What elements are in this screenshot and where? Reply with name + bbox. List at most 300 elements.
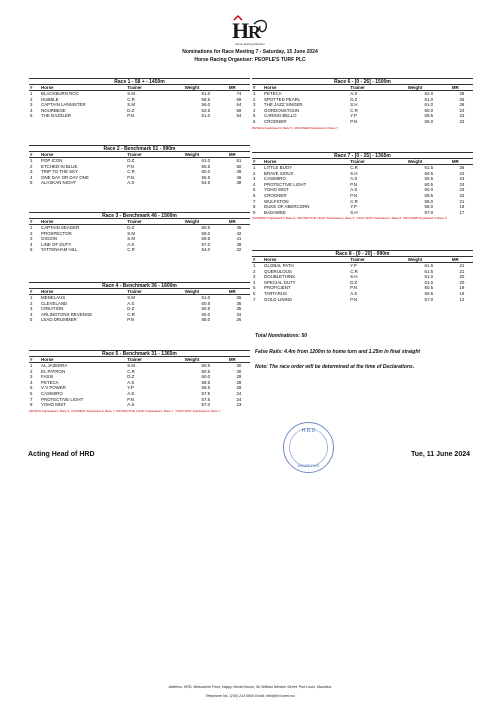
cell-mr: 19: [459, 285, 465, 291]
cell-no: 2: [253, 170, 256, 176]
cell-weight: 56.5: [201, 174, 211, 180]
column-header-weight: Weight: [407, 257, 451, 263]
cell-no: 3: [253, 274, 256, 280]
table-row: [29, 317, 250, 323]
cell-mr: 19: [459, 204, 465, 210]
cell-trainer: C.R: [127, 311, 135, 317]
cell-no: 8: [253, 204, 256, 210]
cell-weight: 59.5: [201, 236, 211, 242]
cell-mr: 23: [236, 402, 242, 408]
race-3-table: [29, 212, 250, 253]
cell-trainer: S.M: [127, 295, 136, 300]
cell-trainer: S.M: [127, 102, 136, 108]
cell-mr: 24: [459, 107, 465, 113]
cell-no: 5: [30, 247, 33, 253]
signatory-title: Acting Head of HRD: [28, 451, 95, 458]
race-entries: [29, 152, 250, 186]
cell-mr: 45: [236, 225, 242, 230]
cell-weight: 59.5: [424, 192, 434, 198]
cell-mr: 51: [236, 158, 242, 163]
cell-trainer: C.R: [350, 268, 358, 274]
cell-trainer: C.R: [127, 96, 135, 102]
cell-trainer: D.Z: [350, 279, 358, 285]
table-row: [252, 210, 473, 216]
race-title: Race 6 - [0 - 26] - 1500m: [252, 78, 473, 85]
false-rails-note: False Rails: 4.4m from 1200m to home turn and 1.25m in final straight: [255, 349, 421, 355]
cell-weight: 59.0: [424, 118, 434, 124]
cell-horse: CREATION: [41, 306, 64, 312]
cell-mr: 24: [459, 170, 465, 176]
cell-no: 3: [30, 102, 33, 108]
cell-no: 3: [30, 306, 33, 312]
cell-mr: 26: [459, 165, 465, 170]
cell-mr: 21: [459, 263, 465, 268]
total-nominations: Total Nominations: 50: [255, 333, 308, 339]
cell-mr: 35: [236, 306, 242, 312]
table-row: [29, 402, 250, 408]
cell-trainer: S.M: [127, 230, 136, 236]
cell-no: 2: [253, 96, 256, 102]
cell-mr: 28: [236, 385, 242, 391]
column-header-no: #: [252, 85, 263, 91]
cell-horse: NOURBESE: [41, 107, 66, 113]
cell-mr: 20: [459, 274, 465, 280]
race-2-table: [29, 145, 250, 186]
cell-no: 6: [253, 290, 256, 296]
cell-mr: 28: [236, 379, 242, 385]
cell-mr: 26: [459, 102, 465, 108]
cell-weight: 61.0: [424, 279, 434, 285]
cell-horse: GOLD LINING: [264, 296, 293, 302]
cell-horse: PROFICIENT: [264, 285, 291, 291]
document-title: Nominations for Race Meeting 7 - Saturday, 15 June 2024: [182, 49, 318, 55]
cell-no: 1: [253, 165, 256, 170]
duplicate-note: CASIMIRO Duplicated in Race 5, PROTECTIVE LIGHT Duplicated in Race 5, YOHO MIST Duplicated in Race 5, CROONER Duplicated in Race 6: [252, 216, 447, 221]
cell-no: 2: [30, 163, 33, 169]
cell-no: 9: [253, 209, 256, 215]
cell-weight: 58.5: [201, 96, 211, 102]
cell-weight: 59.0: [201, 230, 211, 236]
cell-trainer: C.R: [127, 368, 135, 374]
cell-weight: 57.5: [201, 390, 211, 396]
cell-horse: DUKE OF ABERCORN: [264, 204, 310, 210]
cell-mr: 42: [236, 230, 242, 236]
cell-horse: CROONER: [264, 192, 287, 198]
cell-mr: 50: [236, 163, 242, 169]
cell-trainer: A.S: [127, 241, 135, 247]
race-order-note: Note: The race order will be determined at the time of Declarations.: [255, 364, 415, 370]
cell-trainer: P.N: [350, 118, 357, 124]
cell-no: 2: [30, 300, 33, 306]
race-entries: [29, 219, 250, 253]
race-entries: [29, 289, 250, 323]
cell-no: 4: [30, 241, 33, 247]
cell-weight: 61.5: [424, 263, 434, 268]
column-header-horse: Horse: [263, 85, 349, 91]
cell-weight: 59.5: [424, 113, 434, 119]
cell-mr: 22: [459, 118, 465, 124]
cell-weight: 59.5: [201, 385, 211, 391]
cell-trainer: P.N: [127, 163, 134, 169]
cell-trainer: P.N: [127, 174, 134, 180]
cell-horse: SPOTTED PEARL: [264, 96, 301, 102]
cell-horse: ARLINGTONS REVENGE: [41, 311, 93, 317]
cell-mr: 38: [236, 180, 242, 186]
cell-trainer: A.S: [127, 402, 135, 408]
cell-mr: 49: [236, 169, 242, 175]
cell-horse: BADAWEE: [264, 209, 286, 215]
cell-no: 4: [30, 379, 33, 385]
cell-weight: 60.5: [201, 368, 211, 374]
cell-mr: 35: [236, 300, 242, 306]
cell-trainer: C.R: [350, 107, 358, 113]
cell-horse: ETCHED IN BLUE: [41, 163, 78, 169]
cell-trainer: P.N: [350, 296, 357, 302]
race-title: Race 2 - Benchmark 51 - 990m: [29, 145, 250, 152]
cell-horse: YOHO MIST: [41, 402, 66, 408]
cell-no: 5: [30, 385, 33, 391]
column-header-horse: Horse: [40, 289, 126, 295]
cell-mr: 19: [459, 290, 465, 296]
cell-weight: 59.5: [201, 379, 211, 385]
column-header-mr: MR: [228, 152, 250, 158]
cell-weight: 57.0: [201, 402, 211, 408]
cell-no: 6: [253, 192, 256, 198]
race-title: Race 3 - Benchmark 46 - 1500m: [29, 212, 250, 219]
cell-horse: THE DAZZLER: [41, 113, 72, 119]
cell-no: 5: [253, 285, 256, 291]
cell-trainer: A.S: [127, 300, 135, 306]
column-header-weight: Weight: [407, 85, 451, 91]
cell-horse: DOUBLETHINK: [264, 274, 296, 280]
column-header-horse: Horse: [40, 219, 126, 225]
table-row: [29, 180, 250, 186]
cell-trainer: A.S: [350, 290, 358, 296]
cell-weight: 61.0: [201, 158, 211, 163]
cell-horse: V V POWER: [41, 385, 66, 391]
cell-weight: 60.5: [201, 225, 211, 230]
table-row: [252, 297, 473, 303]
duplicate-note: PETECA Duplicated in Race 5, CROONER Duplicated in Race 7: [252, 125, 338, 130]
column-header-no: #: [29, 85, 40, 91]
cell-weight: 60.5: [424, 170, 434, 176]
cell-weight: 60.0: [424, 107, 434, 113]
cell-weight: 62.0: [424, 91, 434, 96]
cell-trainer: S.M: [127, 91, 136, 96]
cell-mr: 32: [236, 247, 242, 253]
cell-weight: 60.5: [424, 181, 434, 187]
contact-line: Telephone No. (230) 214 6600 Email: info@hrd.totet.mu: [205, 694, 295, 698]
cell-no: 3: [30, 236, 33, 242]
race-8-table: [252, 250, 473, 302]
cell-no: 5: [30, 113, 33, 119]
cell-weight: 60.0: [201, 374, 211, 380]
cell-mr: 23: [459, 113, 465, 119]
cell-weight: 53.5: [201, 107, 211, 113]
column-header-trainer: Trainer: [349, 257, 406, 263]
cell-trainer: S.H: [350, 274, 358, 280]
cell-horse: LEAD DRUMMER: [41, 317, 77, 323]
column-header-horse: Horse: [263, 159, 349, 165]
cell-mr: 24: [459, 176, 465, 182]
cell-mr: 34: [236, 311, 242, 317]
column-header-no: #: [29, 357, 40, 363]
race-6-table: [252, 78, 473, 130]
column-header-trainer: Trainer: [126, 219, 183, 225]
cell-mr: 26: [459, 96, 465, 102]
column-header-weight: Weight: [184, 219, 228, 225]
cell-horse: PROSPECTOR: [41, 230, 72, 236]
cell-horse: BLACKBURN ROC: [41, 91, 79, 96]
race-5-table: [29, 350, 250, 413]
cell-weight: 61.5: [424, 268, 434, 274]
column-header-horse: Horse: [40, 85, 126, 91]
cell-no: 1: [30, 225, 33, 230]
address-line: Address: HRD, Mezzanine Floor, Happy World House, Sir William Newton Street, Port Louis, Mauritius: [168, 685, 332, 689]
cell-mr: 24: [236, 396, 242, 402]
column-header-trainer: Trainer: [126, 357, 183, 363]
cell-trainer: A.S: [127, 379, 135, 385]
cell-no: 5: [30, 180, 33, 186]
column-header-horse: Horse: [40, 357, 126, 363]
cell-weight: 60.5: [201, 306, 211, 312]
race-entries: [29, 357, 250, 408]
cell-horse: CARINO BELLO: [264, 113, 297, 119]
column-header-weight: Weight: [184, 357, 228, 363]
table-row: [29, 113, 250, 119]
column-header-mr: MR: [451, 257, 473, 263]
cell-horse: LINE OF DUTY: [41, 241, 72, 247]
race-7-table: [252, 152, 473, 221]
race-title: Race 8 - [0 - 20] - 990m: [252, 250, 473, 257]
cell-trainer: S.M: [127, 236, 136, 242]
cell-weight: 61.0: [201, 91, 211, 96]
cell-weight: 57.0: [201, 241, 211, 247]
cell-mr: 20: [459, 279, 465, 285]
cell-weight: 60.5: [424, 290, 434, 296]
svg-text:R: R: [248, 22, 261, 42]
cell-trainer: P.N: [127, 317, 134, 323]
cell-weight: 58.0: [201, 317, 211, 323]
cell-trainer: C.R: [350, 165, 358, 170]
cell-horse: ONE DAY OR DAY ONE: [41, 174, 89, 180]
cell-no: 3: [30, 374, 33, 380]
cell-mr: 21: [459, 198, 465, 204]
cell-no: 4: [30, 311, 33, 317]
cell-mr: 26: [236, 317, 242, 323]
cell-trainer: D.Z: [127, 374, 135, 380]
cell-no: 1: [30, 91, 33, 96]
cell-horse: GIGGIN: [41, 236, 57, 242]
cell-horse: PETECA: [41, 379, 59, 385]
table-row: [252, 119, 473, 125]
cell-horse: SPECIAL DUTY: [264, 279, 296, 285]
cell-no: 3: [253, 176, 256, 182]
cell-no: 1: [253, 91, 256, 96]
cell-no: 4: [253, 107, 256, 113]
cell-no: 6: [253, 118, 256, 124]
cell-mr: 74: [236, 91, 242, 96]
cell-trainer: Y.P: [350, 204, 357, 210]
svg-text:H: H: [232, 18, 250, 43]
cell-weight: 61.5: [424, 165, 434, 170]
cell-horse: BRAVE SIOUX: [264, 170, 294, 176]
column-header-weight: Weight: [184, 289, 228, 295]
cell-horse: YOHO MIST: [264, 187, 289, 193]
cell-horse: CLEVELAND: [41, 300, 68, 306]
cell-mr: 22: [459, 192, 465, 198]
cell-weight: 60.0: [201, 311, 211, 317]
cell-horse: CASIMIRO: [41, 390, 63, 396]
cell-trainer: Y.P: [350, 263, 357, 268]
cell-no: 1: [30, 363, 33, 368]
cell-horse: EL PATRON: [41, 368, 66, 374]
cell-trainer: S.H: [350, 170, 358, 176]
duplicate-note: PETECA Duplicated in Race 6, CASIMIRO Duplicated in Race 7, PROTECTIVE LIGHT Duplicated in Race 7, YOHO MIST Duplicated in Race 7: [29, 408, 221, 413]
logo-caption: Horse Racing Division: [235, 42, 265, 46]
cell-mr: 12: [459, 296, 465, 302]
cell-mr: 24: [459, 181, 465, 187]
race-entries: [252, 257, 473, 302]
column-header-horse: Horse: [263, 257, 349, 263]
cell-no: 7: [253, 296, 256, 302]
cell-no: 4: [30, 107, 33, 113]
cell-horse: CASIMIRO: [264, 176, 286, 182]
column-header-mr: MR: [228, 357, 250, 363]
cell-no: 2: [253, 268, 256, 274]
race-entries: [252, 85, 473, 125]
column-header-horse: Horse: [40, 152, 126, 158]
cell-weight: 60.5: [424, 176, 434, 182]
race-entries: [29, 85, 250, 119]
cell-horse: ALASKAN NIGHT: [41, 180, 77, 186]
cell-no: 2: [30, 368, 33, 374]
cell-no: 5: [253, 187, 256, 193]
cell-trainer: A.S: [350, 187, 358, 193]
column-header-trainer: Trainer: [349, 159, 406, 165]
cell-weight: 60.5: [424, 285, 434, 291]
cell-no: 1: [30, 295, 33, 300]
cell-trainer: D.Z: [127, 225, 135, 230]
cell-mr: 41: [236, 236, 242, 242]
cell-trainer: S.H: [350, 102, 358, 108]
cell-horse: POP ICON: [41, 158, 63, 163]
race-title: Race 4 - Benchmark 36 - 1600m: [29, 282, 250, 289]
cell-weight: 59.0: [424, 198, 434, 204]
column-header-no: #: [252, 159, 263, 165]
cell-weight: 56.0: [201, 102, 211, 108]
cell-trainer: D.Z: [350, 96, 358, 102]
cell-weight: 60.5: [201, 300, 211, 306]
cell-horse: CROONER: [264, 118, 287, 124]
cell-mr: 23: [459, 187, 465, 193]
cell-weight: 54.0: [201, 247, 211, 253]
cell-trainer: A.S: [127, 180, 135, 186]
cell-weight: 51.0: [201, 113, 211, 119]
cell-mr: 21: [459, 268, 465, 274]
column-header-weight: Weight: [184, 85, 228, 91]
cell-trainer: A.S: [350, 91, 358, 96]
cell-weight: 61.0: [424, 102, 434, 108]
race-1-table: [29, 78, 250, 119]
cell-trainer: P.N: [127, 396, 134, 402]
cell-trainer: P.N: [350, 192, 357, 198]
cell-no: 2: [30, 230, 33, 236]
cell-horse: WULFSTON: [264, 198, 289, 204]
cell-horse: MENELAUS: [41, 295, 66, 300]
cell-mr: 30: [236, 363, 242, 368]
cell-mr: 24: [236, 390, 242, 396]
cell-horse: QUERULOUS: [264, 268, 292, 274]
cell-horse: THE JAZZ SINGER: [264, 102, 303, 108]
cell-no: 5: [253, 113, 256, 119]
hrd-stamp-icon: [281, 420, 336, 475]
race-entries: [252, 159, 473, 215]
cell-weight: 60.0: [201, 169, 211, 175]
cell-trainer: S.H: [350, 209, 358, 215]
cell-no: 4: [253, 279, 256, 285]
svg-text:H.R.D: H.R.D: [301, 428, 316, 434]
cell-no: 2: [30, 96, 33, 102]
cell-trainer: A.S: [350, 176, 358, 182]
cell-weight: 57.0: [424, 209, 434, 215]
document-date: Tue, 11 June 2024: [410, 451, 470, 458]
race-title: Race 5 - Benchmark 31 - 1365m: [29, 350, 250, 357]
cell-trainer: D.Z: [127, 107, 135, 113]
column-header-trainer: Trainer: [126, 289, 183, 295]
cell-no: 7: [253, 198, 256, 204]
race-4-table: [29, 282, 250, 323]
cell-horse: TARTARUS: [264, 290, 287, 296]
cell-horse: CAPTAIN SEAGER: [41, 225, 80, 230]
cell-weight: 54.5: [201, 180, 211, 186]
cell-horse: PETECA: [264, 91, 282, 96]
race-title: Race 1 - 58 + - 1450m: [29, 78, 250, 85]
cell-trainer: D.Z: [127, 158, 135, 163]
cell-no: 8: [30, 402, 33, 408]
column-header-mr: MR: [451, 159, 473, 165]
cell-mr: 17: [459, 209, 465, 215]
column-header-no: #: [29, 152, 40, 158]
cell-horse: AL JAZEERA: [41, 363, 68, 368]
cell-horse: GLOBAL PATH: [264, 263, 294, 268]
cell-trainer: C.R: [127, 247, 135, 253]
cell-horse: PROTECTIVE LIGHT: [264, 181, 307, 187]
cell-horse: LITTLE BUOY: [264, 165, 293, 170]
cell-no: 3: [253, 102, 256, 108]
cell-no: 4: [30, 174, 33, 180]
race-title: Race 7 - [0 - 25] - 1365m: [252, 152, 473, 159]
document-subtitle: Horse Racing Organiser: PEOPLE'S TURF PLC: [194, 57, 306, 63]
cell-horse: HUBBLE: [41, 96, 59, 102]
cell-horse: PROTECTIVE LIGHT: [41, 396, 84, 402]
cell-trainer: Y.P: [350, 113, 357, 119]
cell-horse: GORDONSTOUN: [264, 107, 300, 113]
cell-weight: 57.5: [201, 396, 211, 402]
column-header-mr: MR: [228, 289, 250, 295]
cell-no: 1: [253, 263, 256, 268]
cell-weight: 60.5: [201, 163, 211, 169]
cell-trainer: Y.P: [127, 385, 134, 391]
cell-horse: CAPTAIN LANNISTER: [41, 102, 86, 108]
cell-trainer: S.M: [127, 363, 136, 368]
cell-weight: 57.0: [424, 296, 434, 302]
cell-trainer: C.R: [350, 198, 358, 204]
cell-trainer: P.N: [350, 285, 357, 291]
table-row: [29, 247, 250, 253]
cell-trainer: D.Z: [127, 306, 135, 312]
cell-mr: 46: [236, 174, 242, 180]
